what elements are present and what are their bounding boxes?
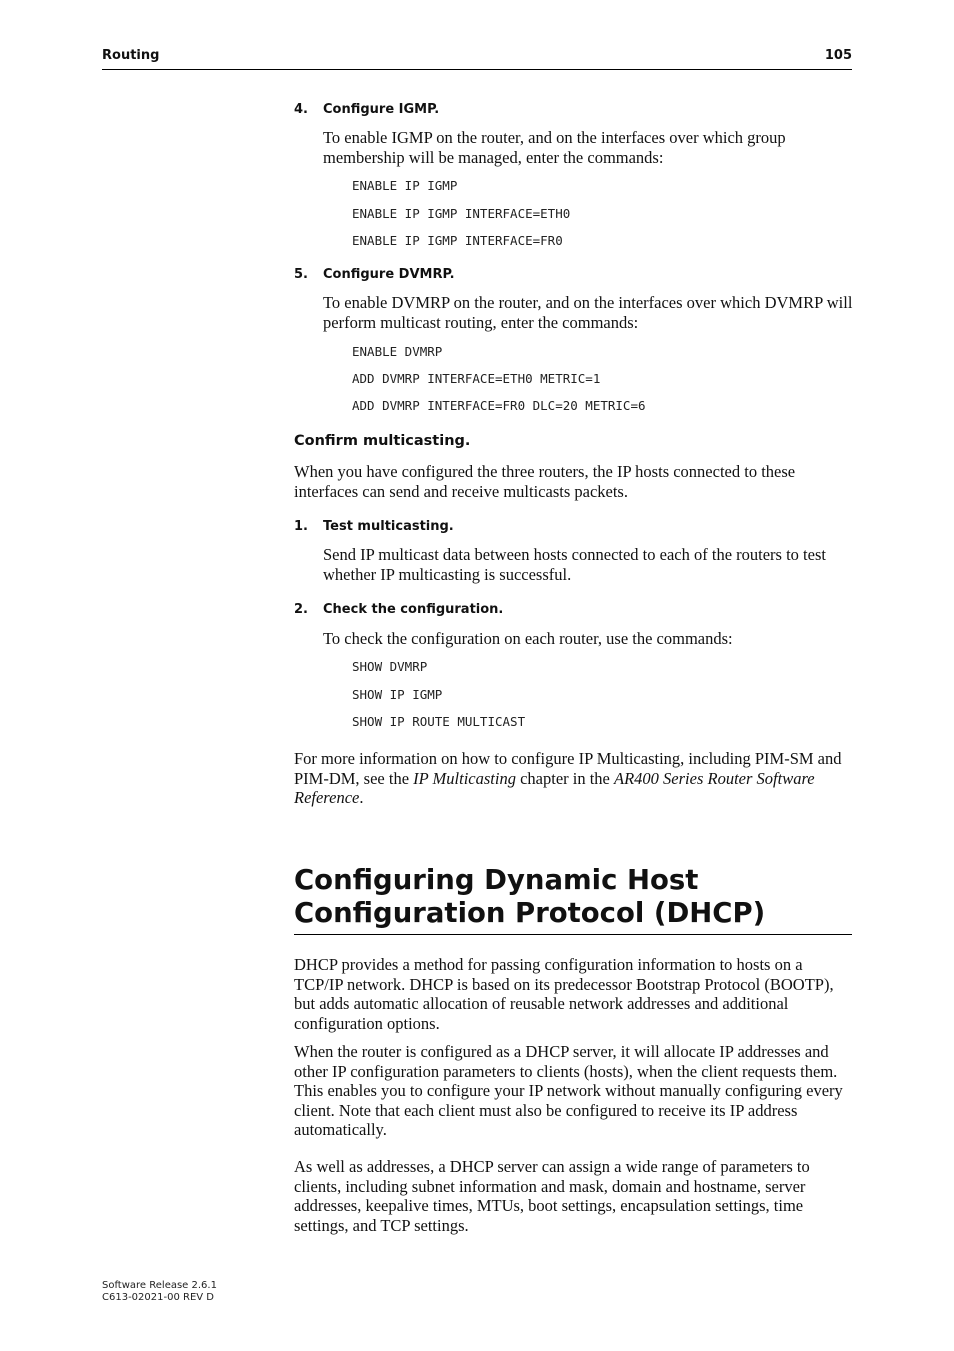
- test-step-text: Send IP multicast data between hosts connected to each of the routers to test whether IP multicasting is successful.: [323, 545, 826, 584]
- code-line: ENABLE IP IGMP INTERFACE=ETH0: [352, 206, 571, 221]
- confirm-heading: Confirm multicasting.: [294, 433, 471, 449]
- code-line: ENABLE DVMRP: [352, 344, 443, 359]
- code-line: ENABLE IP IGMP: [352, 178, 458, 193]
- step-number: 4.: [294, 102, 308, 117]
- confirm-text: When you have configured the three routers, the IP hosts connected to these interfaces can send and receive multicasts packets.: [294, 462, 796, 501]
- dhcp-paragraph-1: DHCP provides a method for passing configuration information to hosts on a TCP/IP network. DHCP is based on its predecessor Bootstrap Protocol (BOOTP), but adds automatic allocation of reusable network addresses and additional configuration options.: [294, 955, 834, 1033]
- more-info-middle: chapter in the: [515, 768, 615, 788]
- footer-doc-id: C613-02021-00 REV D: [102, 1292, 214, 1303]
- chapter-reference: IP Multicasting: [413, 768, 516, 788]
- book-reference: AR400 Series Router Software Reference: [294, 768, 815, 807]
- check-step-text: To check the configuration on each router, use the commands:: [323, 629, 733, 648]
- dhcp-paragraph-2: When the router is configured as a DHCP server, it will allocate IP addresses and other IP configuration parameters to clients (hosts), when the client requests them. This enables you to configure your IP network without manually configuring every client. Note that each client must also be configured to receive its IP address automatically.: [294, 1042, 843, 1139]
- footer-release: Software Release 2.6.1: [102, 1280, 217, 1291]
- code-line: ENABLE IP IGMP INTERFACE=FR0: [352, 233, 563, 248]
- step-label: Configure DVMRP.: [323, 267, 455, 282]
- more-info-before: For more information on how to configure IP Multicasting, including PIM-SM and PIM-DM, see the: [294, 749, 842, 788]
- header-page-number: 105: [824, 48, 852, 63]
- step-5-text: To enable DVMRP on the router, and on the interfaces over which DVMRP will perform multicast routing, enter the commands:: [323, 293, 853, 332]
- code-line: ADD DVMRP INTERFACE=FR0 DLC=20 METRIC=6: [352, 398, 646, 413]
- header-section-title: Routing: [102, 48, 160, 63]
- step-label: Check the configuration.: [323, 602, 504, 617]
- step-number: 2.: [294, 602, 308, 617]
- code-line: SHOW IP ROUTE MULTICAST: [352, 714, 526, 729]
- code-line: ADD DVMRP INTERFACE=ETH0 METRIC=1: [352, 371, 601, 386]
- step-number: 1.: [294, 519, 308, 534]
- step-label: Test multicasting.: [323, 519, 454, 534]
- step-label: Configure IGMP.: [323, 102, 440, 117]
- page-header: [102, 48, 852, 70]
- code-line: SHOW DVMRP: [352, 659, 428, 674]
- dhcp-paragraph-3: As well as addresses, a DHCP server can assign a wide range of parameters to clients, including subnet information and mask, domain and hostname, server addresses, keepalive times, MTUs, boot settings, encapsulation settings, time settings, and TCP settings.: [294, 1157, 810, 1235]
- section-title: Configuring Dynamic Host Configuration Protocol (DHCP): [294, 864, 852, 935]
- more-info-after: .: [359, 788, 364, 807]
- code-line: SHOW IP IGMP: [352, 687, 443, 702]
- step-4-text: To enable IGMP on the router, and on the interfaces over which group membership will be managed, enter the commands:: [323, 128, 786, 167]
- more-info-text: [294, 749, 854, 808]
- step-number: 5.: [294, 267, 308, 282]
